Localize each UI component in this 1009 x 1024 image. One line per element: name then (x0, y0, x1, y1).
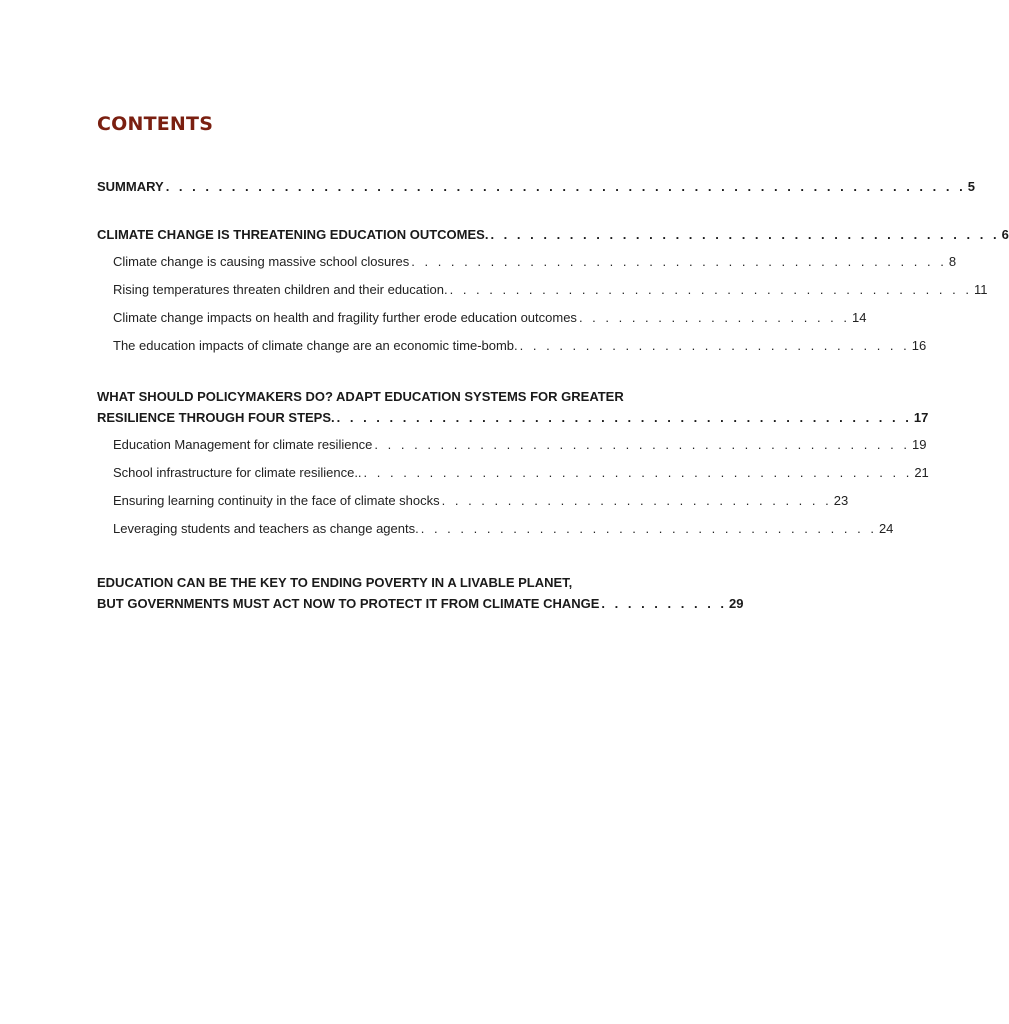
toc-subentry[interactable] (97, 462, 929, 483)
toc-entry-climate-change-threatening[interactable] (97, 224, 1009, 245)
leader-dots: . . . . . . . . . . . . . . . . . . . . . . . . . . . . . . . . . . . (420, 521, 877, 536)
leader-dots: . . . . . . . . . . . . . . . . . . . . . . . . . . . . . . . . . . . . . . . . . . . . . . . . . . . . . . . . . . . . . (165, 179, 966, 194)
toc-entry-label-line2: BUT GOVERNMENTS MUST ACT NOW TO PROTECT IT FROM CLIMATE CHANGE (97, 596, 600, 611)
leader-dots: . . . . . . . . . . . . . . . . . . . . . . . . . . . . . . (441, 493, 832, 508)
page-title: CONTENTS (97, 113, 214, 135)
toc-subentry-page: 14 (852, 310, 867, 325)
leader-dots: . . . . . . . . . . . . . . . . . . . . . . . . . . . . . . . . . . . . . . . . . . (363, 465, 913, 480)
toc-entry-label-line1: WHAT SHOULD POLICYMAKERS DO? ADAPT EDUCATION SYSTEMS FOR GREATER (97, 389, 624, 404)
leader-dots: . . . . . . . . . . . . . . . . . . . . . (578, 310, 851, 325)
toc-subentry-page: 16 (911, 338, 927, 353)
leader-dots: . . . . . . . . . . (601, 596, 728, 611)
toc-entry-page: 6 (1001, 227, 1009, 242)
leader-dots: . . . . . . . . . . . . . . . . . . . . . . . . . . . . . . . . . . . . . . . (490, 227, 1000, 242)
leader-dots: . . . . . . . . . . . . . . . . . . . . . . . . . . . . . . (519, 338, 910, 353)
toc-subentry-label: Ensuring learning continuity in the face of climate shocks (113, 493, 440, 508)
toc-subentry[interactable] (97, 335, 927, 356)
toc-subentry-label: Rising temperatures threaten children and their education. (113, 282, 448, 297)
toc-subentry[interactable] (97, 279, 988, 300)
toc-subentry-label: Climate change is causing massive school closures (113, 254, 410, 269)
leader-dots: . . . . . . . . . . . . . . . . . . . . . . . . . . . . . . . . . . . . . . . . . (411, 254, 947, 269)
leader-dots: . . . . . . . . . . . . . . . . . . . . . . . . . . . . . . . . . . . . . . . . . (374, 437, 910, 452)
toc-entry-page: 5 (967, 179, 975, 194)
table-of-contents (97, 176, 1009, 614)
toc-entry-label-line1: EDUCATION CAN BE THE KEY TO ENDING POVERTY IN A LIVABLE PLANET, (97, 575, 573, 590)
toc-entry-label-line2: RESILIENCE THROUGH FOUR STEPS. (97, 410, 335, 425)
toc-entry-label: CLIMATE CHANGE IS THREATENING EDUCATION OUTCOMES. (97, 227, 489, 242)
toc-entry-page: 29 (729, 596, 744, 611)
toc-subentry-page: 11 (973, 282, 988, 297)
toc-subentry-label: The education impacts of climate change are an economic time-bomb. (113, 338, 518, 353)
toc-entry-education-key[interactable] (97, 572, 744, 614)
leader-dots: . . . . . . . . . . . . . . . . . . . . . . . . . . . . . . . . . . . . . . . . (449, 282, 972, 297)
toc-entry-label: SUMMARY (97, 179, 164, 194)
toc-subentry-label: Leveraging students and teachers as change agents. (113, 521, 419, 536)
toc-subentry-page: 24 (878, 521, 894, 536)
toc-entry-summary[interactable] (97, 176, 975, 197)
toc-entry-policymakers[interactable] (97, 386, 929, 428)
leader-dots: . . . . . . . . . . . . . . . . . . . . . . . . . . . . . . . . . . . . . . . . . . . . (336, 410, 912, 425)
toc-subentry[interactable] (97, 434, 927, 455)
toc-subentry-page: 8 (948, 254, 957, 269)
toc-subentry-page: 21 (914, 465, 929, 480)
toc-subentry[interactable] (97, 307, 867, 328)
toc-subentry-page: 23 (833, 493, 849, 508)
toc-subentry-page: 19 (911, 437, 927, 452)
toc-subentry[interactable] (97, 251, 957, 272)
toc-subentry[interactable] (97, 518, 894, 539)
toc-subentry[interactable] (97, 490, 849, 511)
toc-subentry-label: Climate change impacts on health and fragility further erode education outcomes (113, 310, 577, 325)
toc-entry-page: 17 (913, 410, 929, 425)
toc-subentry-label: School infrastructure for climate resilience.. (113, 465, 362, 480)
toc-subentry-label: Education Management for climate resilience (113, 437, 373, 452)
